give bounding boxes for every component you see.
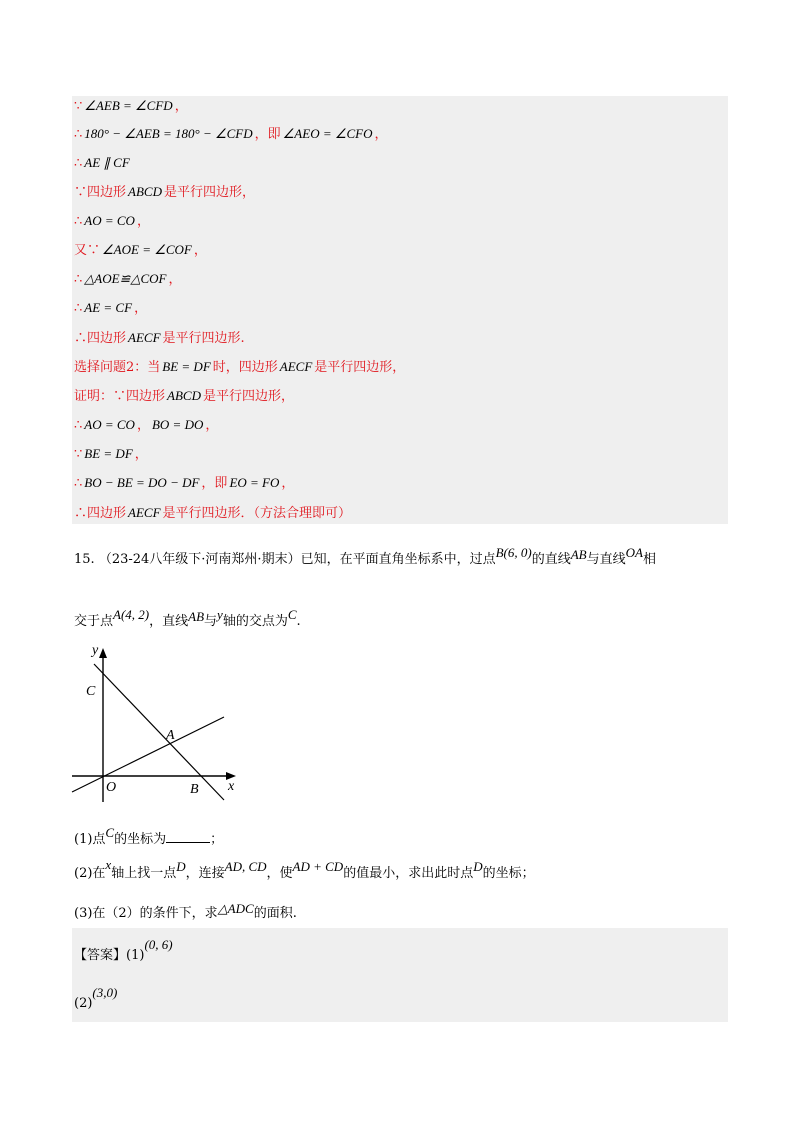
q2-text: ，使 (266, 866, 293, 881)
solution-text: ， (374, 127, 388, 142)
solution-text: ， (193, 243, 207, 258)
answer-label: 【答案】 (74, 948, 127, 963)
question-text: 相 (642, 552, 656, 567)
solution-line (74, 210, 150, 232)
answer-2-number: (2) (74, 996, 93, 1011)
solution-text: ， (205, 418, 219, 433)
solution-line (74, 239, 207, 261)
solution-math: ∠AEO = ∠CFO (282, 126, 373, 141)
solution-text: ， (134, 447, 148, 462)
q1-text: (1)点 (74, 832, 106, 847)
q2-x: x (105, 857, 112, 872)
solution-math: AE = CF (84, 300, 133, 315)
solution-text: ∴ (74, 506, 88, 521)
q2-text: 轴上找一点 (111, 866, 177, 881)
solution-text: ∵ (74, 185, 88, 200)
solution-text: ， (168, 272, 182, 287)
solution-line (74, 502, 351, 524)
c-label: C (86, 684, 96, 699)
solution-line (74, 152, 132, 174)
solution-text: ∴ (74, 476, 83, 491)
q2-point-d: D (176, 859, 186, 874)
answer-line-2 (74, 985, 118, 1011)
solution-text: ∴ (74, 418, 83, 433)
solution-text: ∴ (74, 214, 83, 229)
solution-text: 四边形 (87, 331, 127, 346)
solution-text: ∵ (74, 447, 83, 462)
solution-text: 又∵ (74, 243, 101, 258)
solution-text: 是平行四边形．（方法合理即可） (162, 506, 352, 521)
solution-text: 证明：∵四边形 (74, 389, 166, 404)
solution-text: 是平行四边形， (202, 389, 294, 404)
solution-text: 选择问题2：当 (74, 360, 161, 375)
question-source: （23-24八年级下·河南郑州·期末） (98, 552, 301, 567)
q2-text: ，连接 (185, 866, 225, 881)
answer-line-1 (74, 937, 173, 963)
coordinate-figure (62, 644, 252, 809)
solution-line (74, 472, 294, 494)
solution-math: AE ∥ CF (84, 155, 130, 170)
solution-text: ∵ (74, 99, 83, 114)
solution-math: ABCD (167, 388, 201, 403)
solution-text: 是平行四边形. (162, 331, 245, 346)
solution-text: 时，四边形 (212, 360, 278, 375)
question-text: 的直线 (531, 552, 571, 567)
line-oa: OA (625, 545, 643, 560)
question-text: 与 (204, 614, 218, 629)
subquestion-2 (74, 857, 535, 881)
question-line-2 (74, 607, 301, 629)
solution-text: 四边形 (87, 185, 127, 200)
y-label: y (92, 644, 99, 658)
solution-line (74, 297, 147, 319)
solution-line (74, 95, 188, 117)
q2-sum: AD + CD (292, 859, 344, 874)
b-label: B (190, 782, 199, 797)
point-b: B(6, 0) (495, 545, 532, 560)
subquestion-1 (74, 825, 224, 847)
line-oa-graph (72, 717, 224, 792)
q2-text: (2)在 (74, 866, 106, 881)
answer-blank[interactable] (166, 830, 210, 843)
solution-math: ∠AOE = ∠COF (102, 242, 192, 257)
question-text: 交于点 (74, 614, 114, 629)
point-a: A(4, 2) (113, 607, 150, 622)
q3-text: 的面积. (253, 906, 297, 921)
solution-math: EO = FO (229, 475, 280, 490)
q2-text: 的坐标； (482, 866, 535, 881)
solution-math: ABCD (128, 184, 162, 199)
line-ab: AB (570, 547, 587, 562)
solution-math: BE = DF (84, 446, 133, 461)
point-c: C (287, 607, 297, 622)
solution-math: BO = DO (151, 417, 204, 432)
solution-text: ∴ (74, 156, 83, 171)
answer-1-number: (1) (126, 948, 145, 963)
solution-text: ， (136, 418, 150, 433)
solution-line (74, 443, 148, 465)
solution-text: ， (281, 476, 295, 491)
solution-line (74, 181, 255, 203)
answer-2-value: (3,0) (92, 985, 118, 1000)
solution-math: △AOE≌△COF (84, 271, 167, 286)
question-text: 轴的交点为 (222, 614, 288, 629)
question-line-1 (74, 545, 656, 567)
solution-text: ，即 (201, 476, 228, 491)
solution-math: AECF (279, 359, 313, 374)
q2-point-d: D (473, 859, 483, 874)
question-text: 已知，在平面直角坐标系中，过点 (300, 552, 496, 567)
solution-line (74, 385, 294, 407)
solution-math: AO = CO (84, 213, 135, 228)
q2-text: 的值最小，求出此时点 (343, 866, 474, 881)
solution-math: BO − BE = DO − DF (84, 475, 200, 490)
solution-text: ， (136, 214, 150, 229)
solution-text: ， (174, 99, 188, 114)
solution-math: AO = CO (84, 417, 135, 432)
q3-triangle: △ADC (217, 901, 254, 916)
solution-text: ，即 (254, 127, 281, 142)
solution-math: ∠AEB = ∠CFD (84, 98, 173, 113)
solution-line (74, 356, 405, 378)
solution-math: AECF (128, 330, 161, 345)
y-axis-name: y (217, 607, 223, 622)
solution-text: ， (134, 301, 148, 316)
question-text: . (296, 614, 301, 629)
question-number: 15. (74, 552, 95, 567)
o-label: O (106, 780, 117, 795)
solution-text: ∴ (74, 331, 88, 346)
solution-text: ∴ (74, 127, 83, 142)
q1-text: ； (210, 832, 224, 847)
solution-text: 是平行四边形， (314, 360, 406, 375)
question-text: ，直线 (149, 614, 189, 629)
solution-text: ∴ (74, 301, 83, 316)
q3-text: (3)在（2）的条件下，求 (74, 906, 218, 921)
q1-point-c: C (105, 825, 115, 840)
solution-line (74, 414, 218, 436)
a-label: A (166, 728, 175, 743)
solution-text: ∴ (74, 272, 83, 287)
q2-segments: AD, CD (224, 859, 267, 874)
solution-line (74, 268, 181, 290)
x-label: x (228, 779, 235, 794)
solution-text: 四边形 (87, 506, 127, 521)
q1-text: 的坐标为 (114, 832, 167, 847)
solution-math: BE = DF (162, 359, 211, 374)
subquestion-3 (74, 902, 297, 921)
answer-1-value: (0, 6) (144, 937, 173, 952)
y-axis-arrow (99, 648, 107, 658)
solution-box (72, 96, 728, 524)
solution-math: 180° − ∠AEB = 180° − ∠CFD (84, 126, 253, 141)
solution-line (74, 327, 245, 349)
solution-text: 是平行四边形， (163, 185, 255, 200)
question-text: 与直线 (586, 552, 626, 567)
solution-line (74, 123, 388, 145)
line-ab: AB (188, 609, 205, 624)
solution-math: AECF (128, 505, 161, 520)
